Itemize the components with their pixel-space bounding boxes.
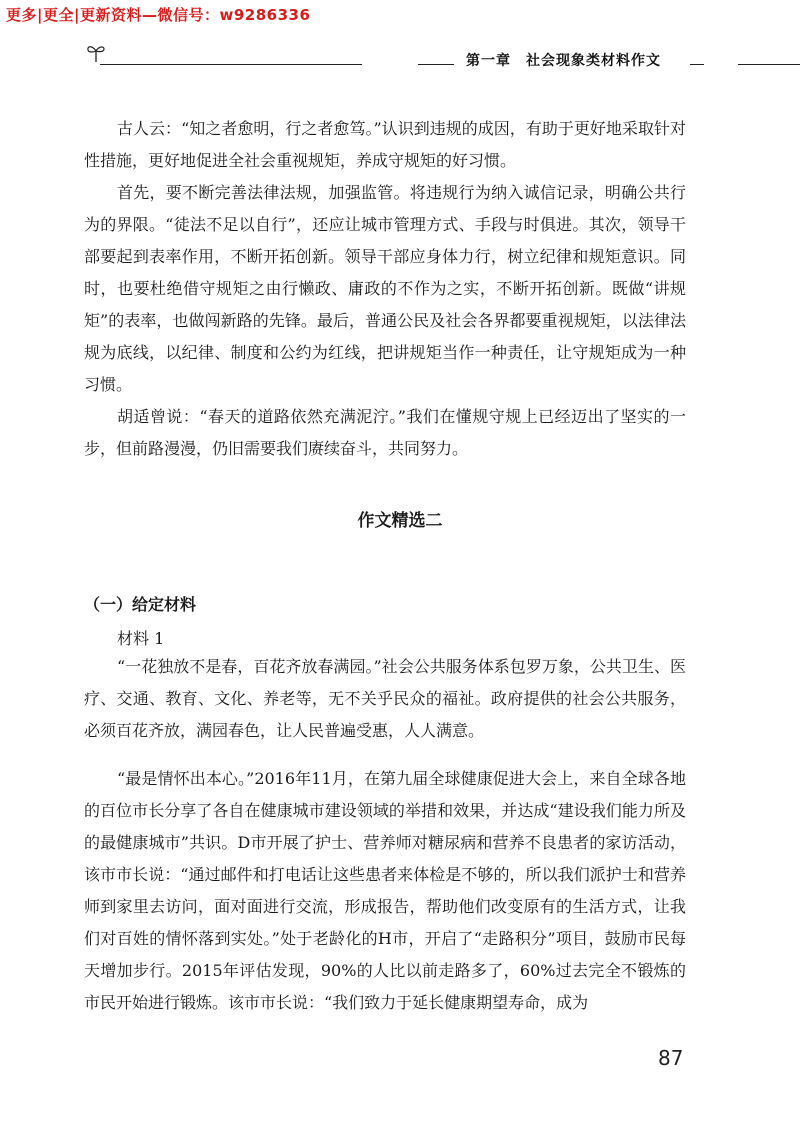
- header-rule-left: [100, 64, 362, 65]
- material-label: 材料 1: [117, 629, 165, 648]
- paragraph: “一花独放不是春，百花齐放春满园。”社会公共服务体系包罗万象，公共卫生、医疗、交通、教育、文化、养老等，无不关乎民众的福祉。政府提供的社会公共服务，必须百花齐放，满园春色，让人民普遍受惠，人人满意。: [84, 657, 686, 740]
- sub-title: （一）给定材料: [84, 595, 197, 614]
- header-rule-mid: [418, 64, 454, 65]
- paragraph: “最是情怀出本心。”2016年11月，在第九届全球健康促进大会上，来自全球各地的百位市长分享了各自在健康城市建设领域的举措和效果，并达成“建设我们能力所及的最健康城市”共识。D市开展了护士、营养师对糖尿病和营养不良患者的家访活动，该市市长说：“通过邮件和打电话让这些患者来体检是不够的，所以我们派护士和营养师到家里去访问，面对面进行交流，形成报告，帮助他们改变原有的生活方式，让我们对百姓的情怀落到实处。”处于老龄化的H市，开启了“走路积分”项目，鼓励市民每天增加步行。2015年评估发现，90%的人比以前走路多了，60%过去完全不锻炼的市民开始进行锻炼。该市市长说：“我们致力于延长健康期望寿命，成为: [84, 769, 686, 1012]
- header-rule-right-end: [738, 64, 800, 65]
- paragraph: 首先，要不断完善法律法规，加强监管。将违规行为纳入诚信记录，明确公共行为的界限。“徒法不足以自行”，还应让城市管理方式、手段与时俱进。其次，领导干部要起到表率作用，不断开拓创新。领导干部应身体力行，树立纪律和规矩意识。同时，也要杜绝借守规矩之由行懒政、庸政的不作为之实，不断开拓创新。既做“讲规矩”的表率，也做闯新路的先锋。最后，普通公民及社会各界都要重视规矩，以法律法规为底线，以纪律、制度和公约为红线，把讲规矩当作一种责任，让守规矩成为一种习惯。: [84, 183, 686, 394]
- page-number: 87: [658, 1046, 684, 1070]
- chapter-title: 第一章 社会现象类材料作文: [466, 53, 661, 69]
- running-header: [0, 40, 800, 74]
- watermark-text: 更多|更全|更新资料—微信号：w9286336: [6, 6, 311, 24]
- paragraph: 胡适曾说：“春天的道路依然充满泥泞。”我们在懂规守规上已经迈出了坚实的一步，但前路漫漫，仍旧需要我们赓续奋斗，共同努力。: [84, 407, 686, 458]
- section-title: 作文精选二: [357, 511, 443, 531]
- header-rule-right: [690, 64, 704, 65]
- paragraph: 古人云：“知之者愈明，行之者愈笃。”认识到违规的成因，有助于更好地采取针对性措施，更好地促进全社会重视规矩，养成守规矩的好习惯。: [84, 119, 686, 170]
